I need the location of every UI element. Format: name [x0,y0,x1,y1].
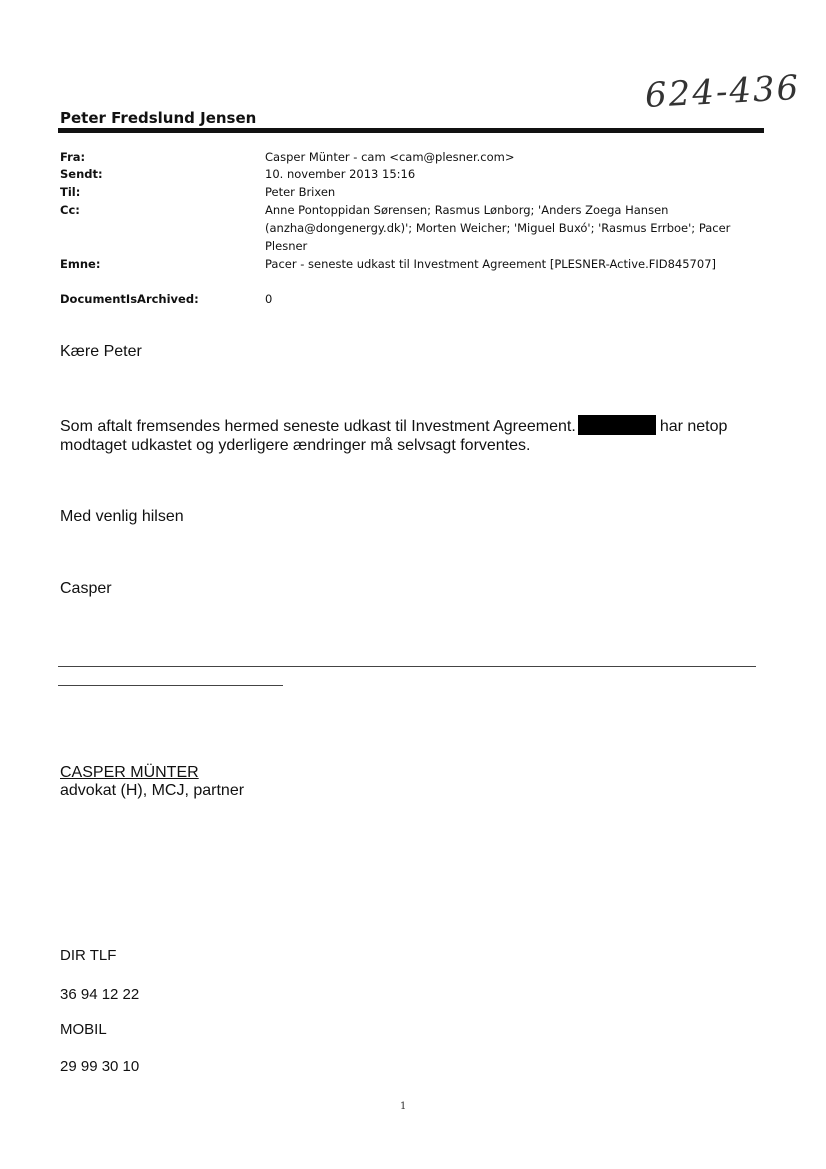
header-rule [58,128,764,133]
to-label: Til: [60,185,81,199]
greeting: Kære Peter [60,343,142,360]
body-paragraph [60,415,760,455]
page-number: 1 [400,1101,407,1112]
redaction-box [578,415,656,435]
handwritten-note: 624-436 [644,67,802,117]
signature-divider-long [58,666,756,667]
direct-phone: 36 94 12 22 [60,986,140,1003]
sent-value: 10. november 2013 15:16 [265,167,416,181]
closing: Med venlig hilsen [60,508,184,525]
mailbox-owner-name: Peter Fredslund Jensen [60,109,257,127]
subject-value: Pacer - seneste udkast til Investment Agreement [PLESNER-Active.FID845707] [265,257,716,271]
body-paragraph-line2: modtaget udkastet og yderligere ændringer må selvsagt forventes. [60,437,531,454]
cc-label: Cc: [60,203,80,217]
direct-phone-label: DIR TLF [60,947,117,964]
mobile-phone: 29 99 30 10 [60,1058,140,1075]
signature-title: advokat (H), MCJ, partner [60,782,245,799]
subject-label: Emne: [60,257,101,271]
from-value: Casper Münter - cam <cam@plesner.com> [265,150,515,164]
from-label: Fra: [60,150,86,164]
mobile-label: MOBIL [60,1021,107,1038]
archived-value: 0 [265,292,273,306]
archived-label: DocumentIsArchived: [60,292,199,306]
signature-divider-short [58,685,283,686]
body-paragraph-part2: har netop [659,418,728,435]
signoff: Casper [60,580,112,597]
cc-value: Anne Pontoppidan Sørensen; Rasmus Lønborg; 'Anders Zoega Hansen (anzha@dongenergy.dk)'; Morten Weicher; 'Miguel Buxó'; 'Rasmus Errboe'; Pacer Plesner [265,203,731,253]
to-value: Peter Brixen [265,185,336,199]
sent-label: Sendt: [60,167,103,181]
signature-name: CASPER MÜNTER [60,764,199,781]
body-paragraph-part1: Som aftalt fremsendes hermed seneste udkast til Investment Agreement. [60,418,576,435]
